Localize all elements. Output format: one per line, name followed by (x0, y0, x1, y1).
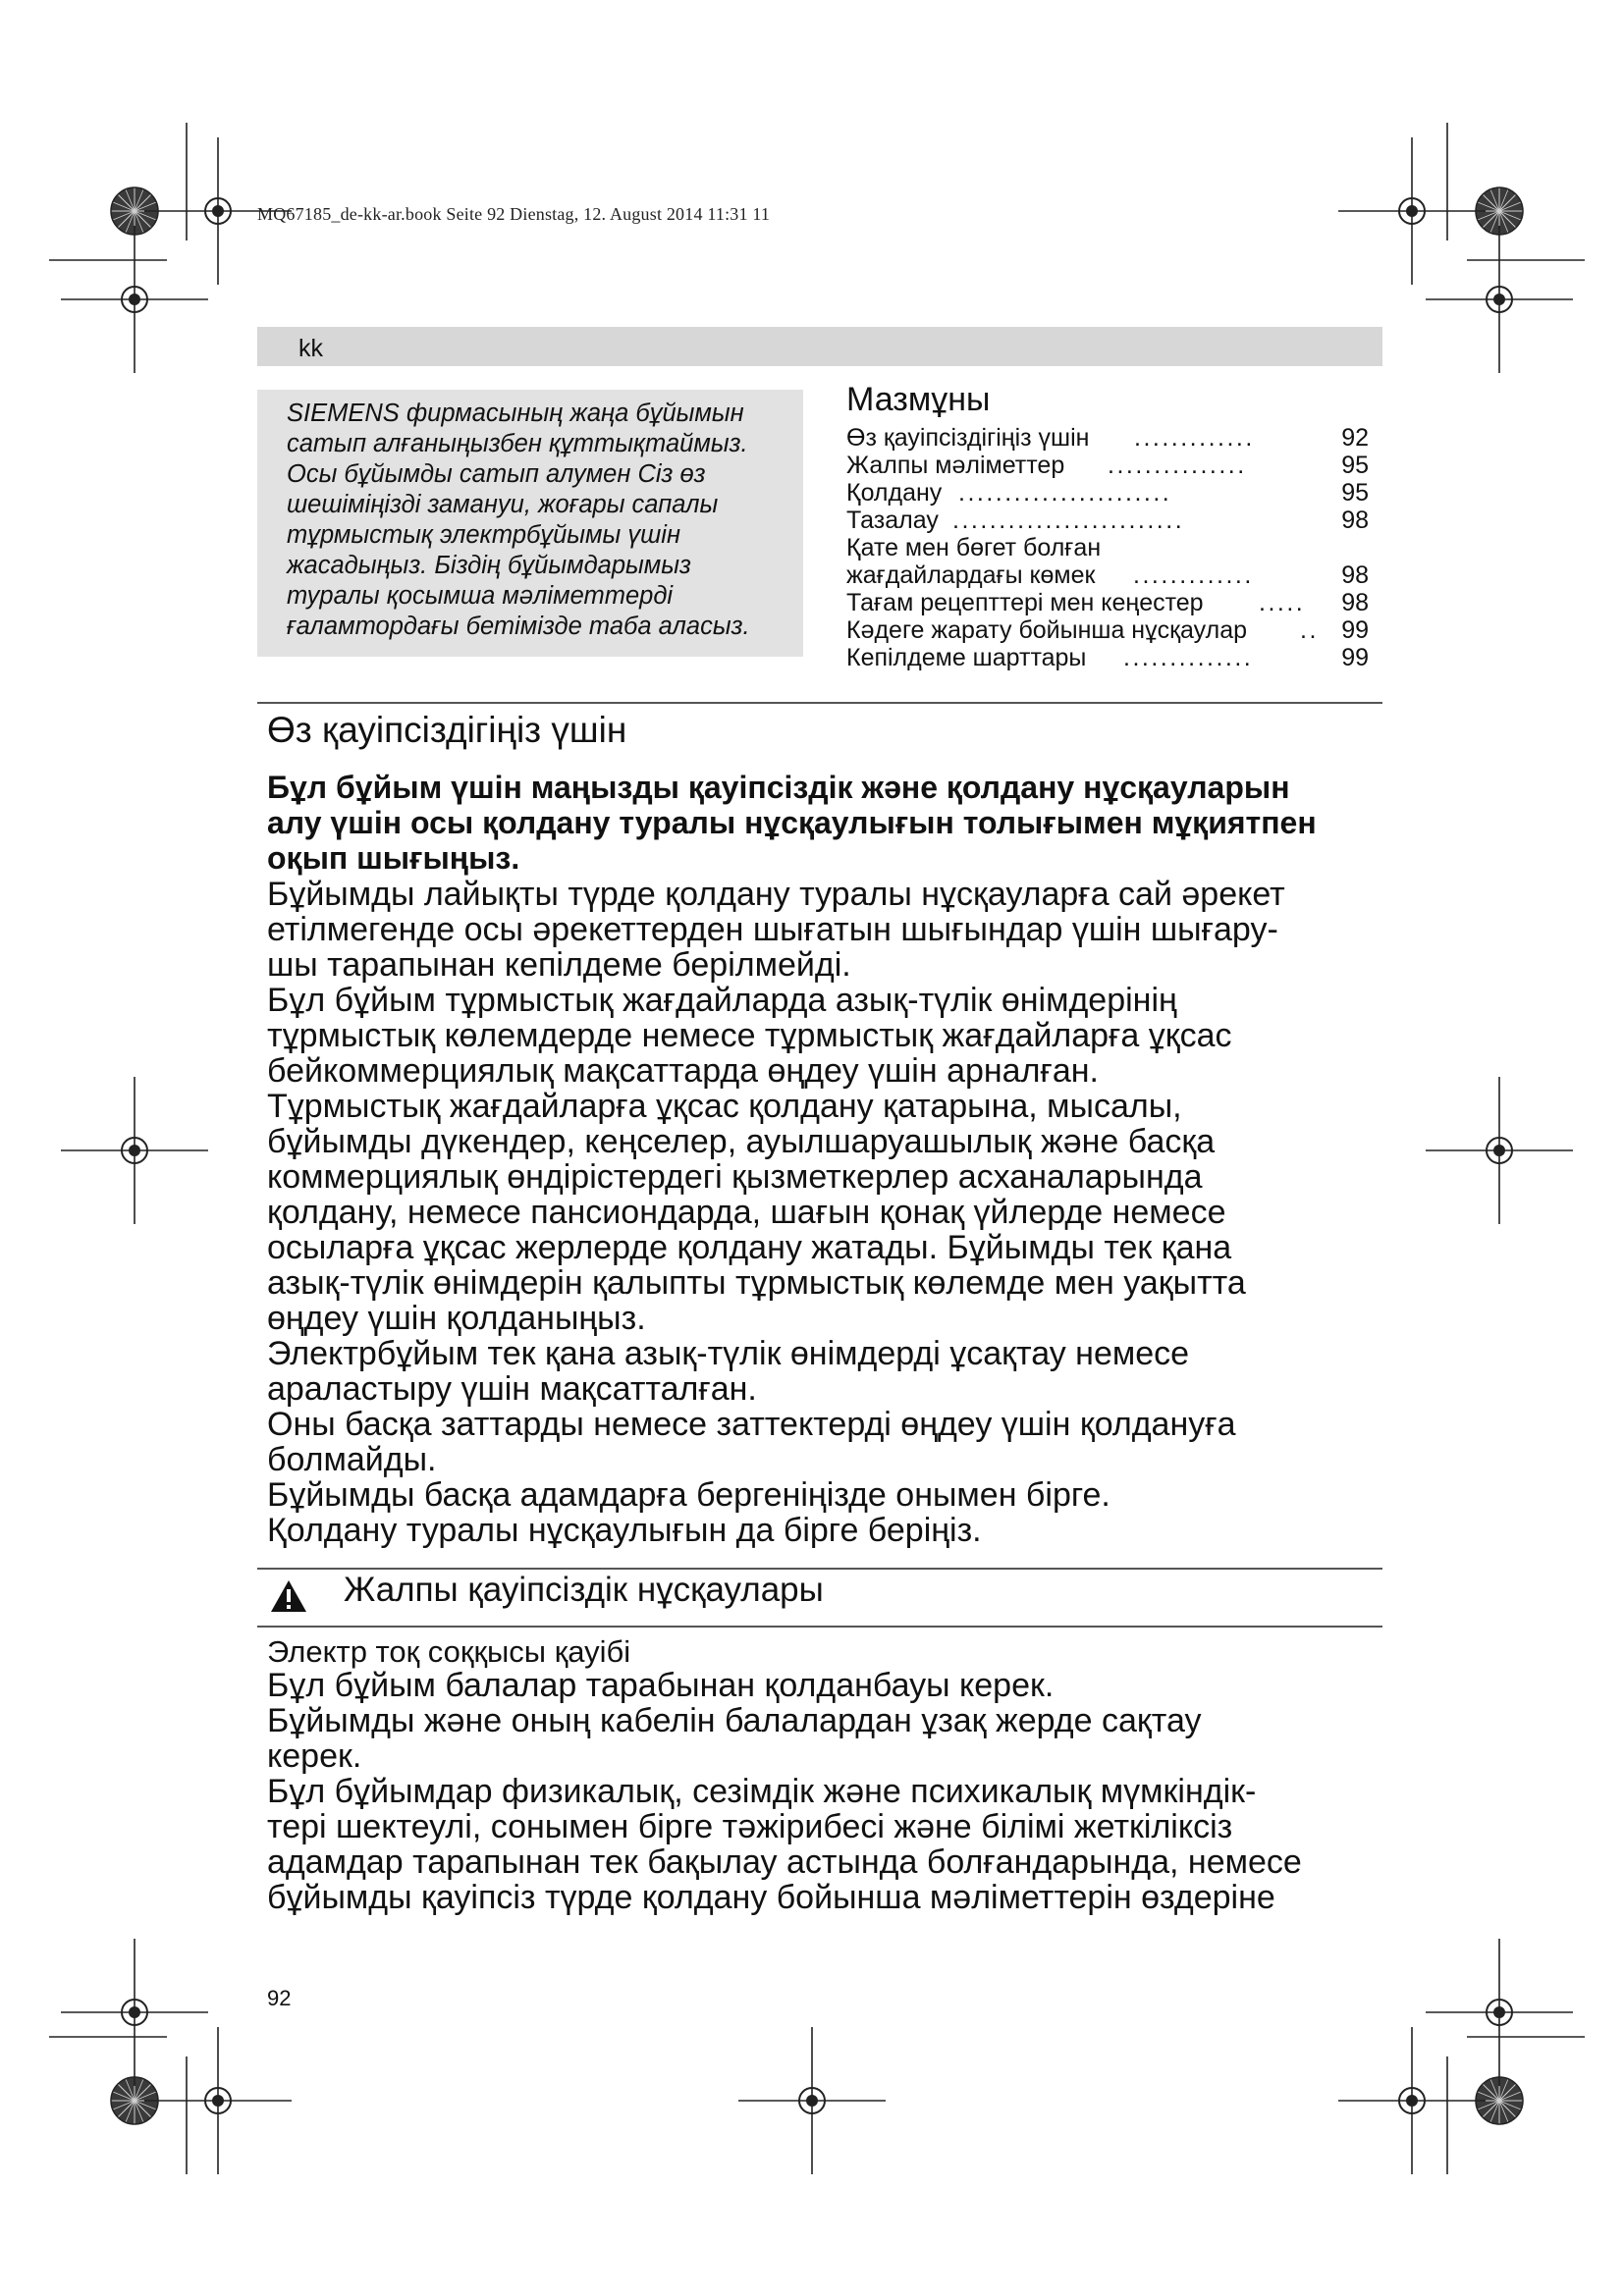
body-text-line: араластыру үшін мақсатталған. (267, 1370, 757, 1408)
toc-entry-page: 99 (1341, 644, 1369, 671)
toc-entry[interactable] (846, 561, 1369, 589)
toc-entry-title: Жалпы мәліметтер (846, 452, 1065, 479)
body-text-line: Электрбұйым тек қана азық-түлік өнімдерді ұсақтау немесе (267, 1335, 1190, 1372)
body-text-line: Бұйымды лайықты түрде қолдану туралы нұсқауларға сай әрекет (267, 876, 1285, 913)
body-text-line: Бұйымды басқа адамдарға бергеніңізде онымен бірге. (267, 1476, 1110, 1514)
toc-leader-dots: ......................... (952, 507, 1185, 534)
toc-entry-page: 95 (1341, 452, 1369, 479)
toc-entry-title: Өз қауіпсіздігіңіз үшін (846, 424, 1090, 452)
section-heading: Жалпы қауіпсіздік нұсқаулары (344, 1571, 824, 1609)
toc-leader-dots: .. (1300, 616, 1319, 644)
toc-entry-title: Тағам рецепттері мен кеңестер (846, 589, 1204, 616)
body-text-line: тері шектеулі, сонымен бірге тәжірибесі және білімі жеткіліксіз (267, 1808, 1233, 1845)
toc-entry-page: 92 (1341, 424, 1369, 452)
body-text-line: бұйымды қауіпсіз түрде қолдану бойынша мәліметтерін өздеріне (267, 1879, 1275, 1916)
toc-title: Мазмұны (846, 381, 991, 418)
intro-line: Осы бұйымды сатып алумен Сіз өз (287, 460, 706, 488)
subsection-heading: Электр тоқ соққысы қауібі (267, 1634, 631, 1669)
body-text-line: өңдеу үшін қолданыңыз. (267, 1300, 646, 1337)
body-text-line: Бұл бұйымдар физикалық, сезімдік және психикалық мүмкіндік- (267, 1773, 1257, 1810)
toc-leader-dots: ............... (1108, 452, 1247, 479)
body-text-line: бұйымды дүкендер, кеңселер, ауылшаруашылық және басқа (267, 1123, 1216, 1160)
toc-entry-page: 99 (1341, 616, 1369, 644)
body-text-line: адамдар тарапынан тек бақылау астында болғандарында, немесе (267, 1843, 1302, 1881)
toc-entry[interactable] (846, 534, 1369, 561)
toc-leader-dots: .............. (1123, 644, 1254, 671)
toc-entry[interactable] (846, 452, 1369, 479)
toc-entry-title: Тазалау (846, 507, 939, 534)
section-divider (257, 1568, 1382, 1570)
toc-entry-page: 98 (1341, 561, 1369, 589)
intro-line: туралы қосымша мәліметтерді (287, 582, 674, 610)
intro-line: жасадыңыз. Біздің бұйымдарымыз (287, 552, 691, 579)
intro-line: ғаламтордағы бетімізде таба аласыз. (287, 613, 750, 640)
body-text-line: керек. (267, 1737, 362, 1775)
warning-triangle-icon (270, 1579, 307, 1613)
body-text-line: азық-түлік өнімдерін қалыпты тұрмыстық көлемде мен уақытта (267, 1264, 1246, 1302)
intro-line: тұрмыстық электрбұйымы үшін (287, 521, 681, 549)
section-divider (257, 702, 1382, 704)
print-header-note: MQ67185_de-kk-ar.book Seite 92 Dienstag, 12. August 2014 11:31 11 (257, 204, 771, 224)
body-text-line: бейкоммерциялық мақсаттарда өңдеу үшін арналған. (267, 1052, 1099, 1090)
toc-leader-dots: ............. (1133, 561, 1254, 589)
toc-entry-title: жағдайлардағы көмек (846, 561, 1096, 589)
intro-line: сатып алғаныңызбен құттықтаймыз. (287, 430, 748, 457)
body-text-line: Қолдану туралы нұсқаулығын да бірге беріңіз. (267, 1512, 982, 1549)
body-text-line: шы тарапынан кепілдеме берілмейді. (267, 946, 851, 984)
page-number: 92 (267, 1986, 292, 2010)
toc-entry-page: 98 (1341, 507, 1369, 534)
body-text-line: тұрмыстық көлемдерде немесе тұрмыстық жағдайларға ұқсас (267, 1017, 1232, 1054)
toc-entry-page: 98 (1341, 589, 1369, 616)
section-divider (257, 1626, 1382, 1628)
body-text-line: осыларға ұқсас жерлерде қолдану жатады. Бұйымды тек қана (267, 1229, 1232, 1266)
bold-paragraph-line: Бұл бұйым үшін маңызды қауіпсіздік және қолдану нұсқауларын (267, 770, 1290, 805)
body-text-line: болмайды. (267, 1441, 437, 1478)
toc-entry[interactable] (846, 507, 1369, 534)
body-text-line: Бұйымды және оның кабелін балалардан ұзақ жерде сақтау (267, 1702, 1202, 1739)
body-text-line: Бұл бұйым тұрмыстық жағдайларда азық-түлік өнімдерінің (267, 982, 1177, 1019)
toc-entry-title: Кепілдеме шарттары (846, 644, 1087, 671)
toc-entry[interactable] (846, 644, 1369, 671)
bold-paragraph-line: оқып шығыңыз. (267, 840, 520, 876)
language-code: kk (298, 335, 323, 362)
toc-entry-title: Қолдану (846, 479, 943, 507)
toc-entry[interactable] (846, 424, 1369, 452)
toc-leader-dots: ....................... (958, 479, 1172, 507)
section-heading: Өз қауіпсіздігіңіз үшін (267, 710, 627, 750)
toc-entry[interactable] (846, 479, 1369, 507)
body-text-line: етілмегенде осы әрекеттерден шығатын шығындар үшін шығару- (267, 911, 1278, 948)
toc-entry-page: 95 (1341, 479, 1369, 507)
intro-line: SIEMENS фирмасының жаңа бұйымын (287, 400, 744, 427)
intro-box (257, 390, 803, 657)
toc-entry-title: Қате мен бөгет болған (846, 534, 1102, 561)
bold-paragraph-line: алу үшін осы қолдану туралы нұсқаулығын толығымен мұқиятпен (267, 805, 1317, 840)
toc-leader-dots: ..... (1259, 589, 1306, 616)
toc-entry[interactable] (846, 616, 1369, 644)
toc-entry[interactable] (846, 589, 1369, 616)
body-text-line: Тұрмыстық жағдайларға ұқсас қолдану қатарына, мысалы, (267, 1088, 1182, 1125)
body-text-line: қолдану, немесе пансиондарда, шағын қонақ үйлерде немесе (267, 1194, 1226, 1231)
intro-line: шешіміңізді замануи, жоғары сапалы (287, 491, 719, 518)
toc-entry-title: Кәдеге жарату бойынша нұсқаулар (846, 616, 1248, 644)
body-text-line: коммерциялық өндірістердегі қызметкерлер асханаларында (267, 1158, 1203, 1196)
toc-leader-dots: ............. (1134, 424, 1255, 452)
language-bar (257, 327, 1382, 366)
body-text-line: Оны басқа заттарды немесе заттектерді өңдеу үшін қолдануға (267, 1406, 1236, 1443)
body-text-line: Бұл бұйым балалар тарабынан қолданбауы керек. (267, 1667, 1055, 1704)
